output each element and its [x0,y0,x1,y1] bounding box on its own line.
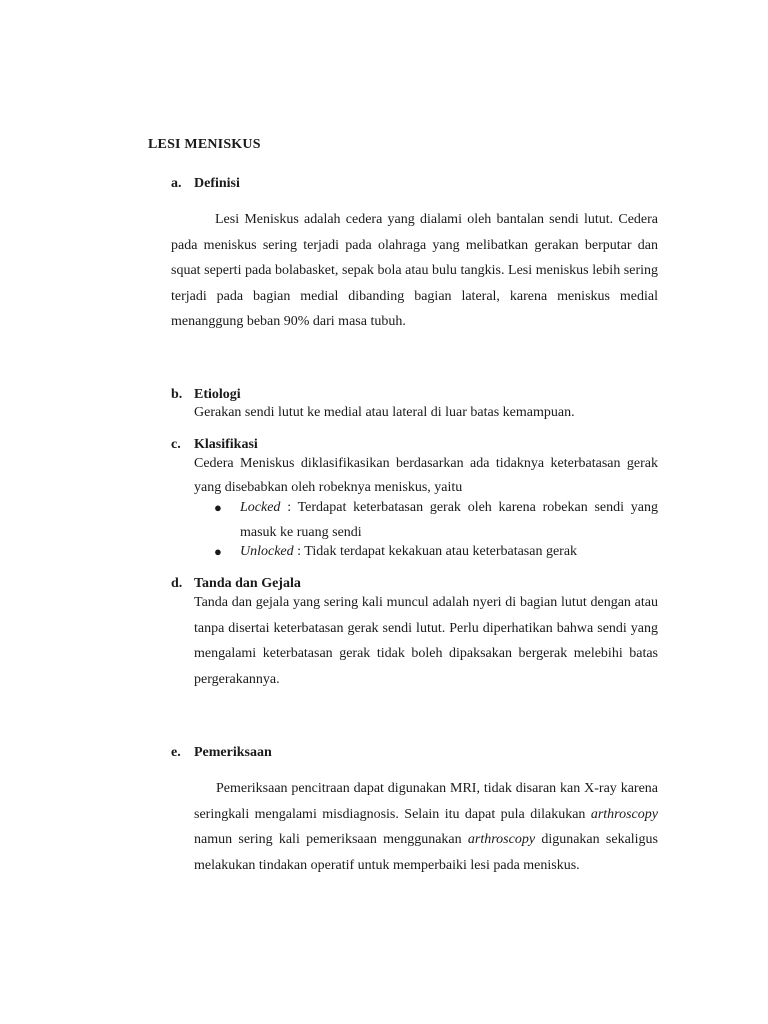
pemeriksaan-term-1: arthroscopy [590,806,658,822]
section-title: Tanda dan Gejala [194,576,301,591]
pemeriksaan-term-2: arthroscopy [467,832,536,847]
section-title: Klasifikasi [194,437,258,452]
bullet-desc: : Terdapat keterbatasan gerak oleh karena robekan sendi yang masuk ke ruang sendi [240,500,658,540]
bullet-icon: ● [214,544,222,559]
bullet-item-unlocked [214,539,658,564]
section-letter: e. [171,745,181,760]
bullet-desc: : Tidak terdapat kekakuan atau keterbatasan gerak [293,544,578,559]
pemeriksaan-text-3: digunakan sekaligus melakukan tindakan operatif untuk memperbaiki lesi pada meniskus. [194,832,659,873]
etiologi-paragraph [194,401,658,425]
bullet-item-locked [214,495,658,545]
bullet-text [240,495,658,545]
bullet-icon: ● [214,500,222,515]
section-letter: d. [171,576,183,591]
section-heading-definisi [171,176,240,192]
page-title: LESI MENISKUS [148,137,261,152]
pemeriksaan-text-1: Pemeriksaan pencitraan dapat digunakan MRI, tidak disaran kan X-ray karena seringkali mengalami misdiagnosis. Selain itu dapat pula dilakukan [194,781,658,822]
section-title: Etiologi [194,387,241,402]
bullet-term: Locked [240,500,281,515]
section-letter: a. [171,176,182,191]
section-letter: c. [171,437,181,452]
definisi-text: Lesi Meniskus adalah cedera yang dialami oleh bantalan sendi lutut. Cedera pada meniskus sering terjadi pada olahraga yang melibatkan gerakan berputar dan squat seperti pada bolabasket, sepak bola atau bulu tangkis. Lesi meniskus lebih sering terjadi pada bagian medial dibanding bagian lateral, karena meniskus medial menanggung beban 90% dari masa tubuh. [171,212,658,329]
tanda-gejala-paragraph [194,590,658,692]
klasifikasi-text: Cedera Meniskus diklasifikasikan berdasarkan ada tidaknya keterbatasan gerak yang disebabkan oleh robeknya meniskus, yaitu [194,456,658,495]
etiologi-text: Gerakan sendi lutut ke medial atau lateral di luar batas kemampuan. [194,405,575,420]
section-letter: b. [171,387,183,402]
pemeriksaan-paragraph [194,776,658,878]
definisi-paragraph [171,207,658,335]
klasifikasi-paragraph [194,452,658,500]
section-title: Definisi [194,176,240,191]
bullet-term: Unlocked [240,544,294,559]
section-heading-pemeriksaan [171,745,272,761]
tanda-gejala-text: Tanda dan gejala yang sering kali muncul adalah nyeri di bagian lutut dengan atau tanpa disertai keterbatasan gerak sendi lutut. Perlu diperhatikan bahwa sendi yang mengalami keterbatasan gerak tidak boleh dipaksakan bergerak melebihi batas pergerakannya. [194,595,658,687]
section-title: Pemeriksaan [194,745,272,760]
pemeriksaan-text-2: namun sering kali pemeriksaan menggunakan [194,832,468,847]
section-heading-klasifikasi [171,437,258,453]
bullet-text [240,539,658,564]
